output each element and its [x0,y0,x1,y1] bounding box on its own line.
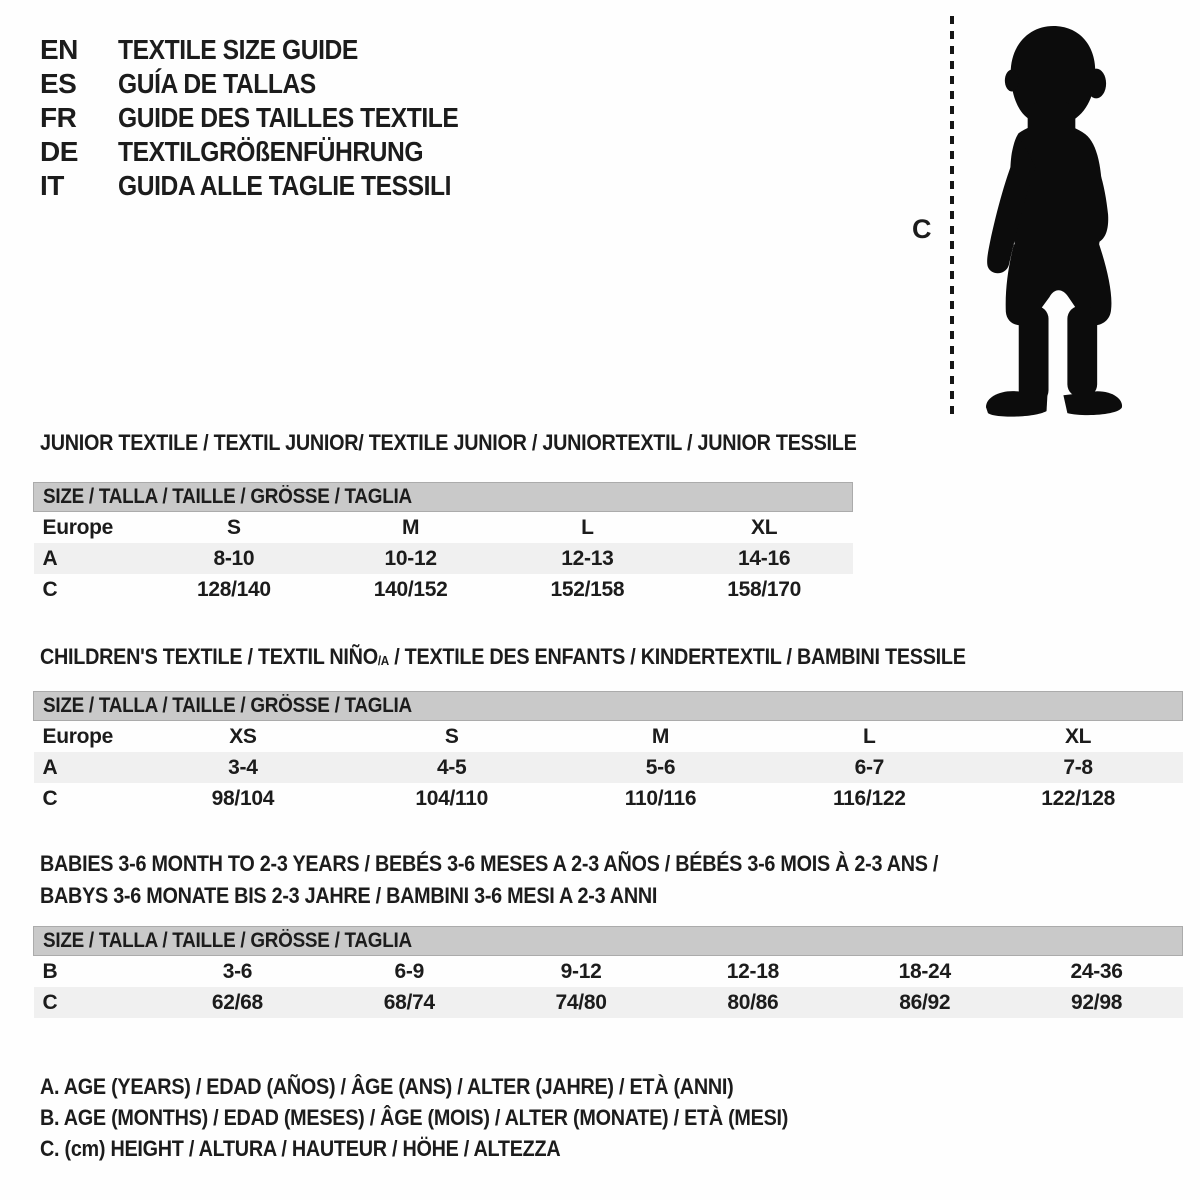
junior-section-title [40,430,947,456]
lang-row [40,135,505,169]
lang-code: EN [40,34,78,65]
value-cell: 4-5 [347,752,556,783]
col-header-cell: L [863,724,876,748]
value-cell: 86/92 [839,987,1011,1018]
value-cell: 7-8 [974,752,1183,783]
value-cell: 3-6 [222,959,253,983]
value-cell: 12-13 [499,543,676,574]
size-header-text: SIZE / TALLA / TAILLE / GRÖSSE / TAGLIA [43,485,412,508]
value-cell: 68/74 [323,987,495,1018]
size-header-bar-cell [34,483,853,512]
col-header-cell: XL [1064,724,1092,748]
value-cell: 5-6 [556,752,765,783]
size-header-text: SIZE / TALLA / TAILLE / GRÖSSE / TAGLIA [43,929,412,952]
legend-line-a: A. AGE (YEARS) / EDAD (AÑOS) / ÂGE (ANS) / ALTER (JAHRE) / ETÀ (ANNI) [40,1074,734,1099]
col-header-cell: S [227,515,241,539]
value-cell: 122/128 [1041,786,1115,810]
lang-row [40,33,505,67]
size-header-text: SIZE / TALLA / TAILLE / GRÖSSE / TAGLIA [43,694,412,717]
size-header-bar [34,927,1183,956]
value-cell: 80/86 [667,987,839,1018]
babies-title-line1: BABIES 3-6 MONTH TO 2-3 YEARS / BEBÉS 3-6 MESES A 2-3 AÑOS / BÉBÉS 3-6 MOIS À 2-3 ANS / [40,851,939,876]
children-section-title-text: CHILDREN'S TEXTILE / TEXTIL NIÑO/A / TEXTILE DES ENFANTS / KINDERTEXTIL / BAMBINI TESSILE [40,644,966,669]
value-cell: 9-12 [560,959,602,983]
value-cell: 98/104 [211,786,275,810]
row-label-cell: A [34,543,146,574]
value-cell: 12-18 [726,959,779,983]
junior-section-title-text: JUNIOR TEXTILE / TEXTIL JUNIOR/ TEXTILE JUNIOR / JUNIORTEXTIL / JUNIOR TESSILE [40,430,857,455]
value-cell: 24-36 [1070,959,1123,983]
value-cell: 110/116 [624,786,697,810]
row-label-cell: Europe [42,724,114,748]
column-header-row [34,721,1183,753]
col-header-cell: S [444,724,459,748]
value-cell: 128/140 [196,577,271,601]
size-header-bar [34,692,1183,721]
lang-code: FR [40,102,77,133]
lang-code: IT [40,170,64,201]
toddler-silhouette-icon [962,18,1140,425]
table-row-months [34,956,1183,988]
height-measure-dashed-line [950,16,954,416]
value-cell: 74/80 [495,987,667,1018]
lang-label: TEXTILE SIZE GUIDE [118,34,358,65]
value-cell: 104/110 [415,786,489,810]
lang-row [40,169,505,203]
lang-row [40,101,505,135]
babies-title-line2: BABYS 3-6 MONATE BIS 2-3 JAHRE / BAMBINI 3-6 MESI A 2-3 ANNI [40,883,658,908]
value-cell: 10-12 [322,543,499,574]
lang-code: ES [40,68,77,99]
col-header-cell: XL [751,515,778,539]
table-row-age [34,543,853,574]
col-header-cell: M [651,724,670,748]
table-row-age [34,752,1183,783]
legend [40,1071,871,1164]
value-cell: 92/98 [1011,987,1183,1018]
value-cell: 62/68 [152,987,324,1018]
table-row-height [34,574,853,605]
lang-code: DE [40,136,78,167]
size-header-bar-cell [34,692,1183,721]
col-header-cell: L [581,515,594,539]
row-label-cell: C [34,987,152,1018]
row-label-cell: C [42,786,58,810]
lang-label: TEXTILGRÖßENFÜHRUNG [118,136,424,167]
col-header-cell: XS [229,724,257,748]
column-header-row [34,512,853,544]
col-header-cell: M [402,515,420,539]
table-row-height [34,987,1183,1018]
value-cell: 14-16 [676,543,853,574]
lang-label: GUIDA ALLE TAGLIE TESSILI [118,170,452,201]
value-cell: 18-24 [898,959,951,983]
value-cell: 158/170 [727,577,802,601]
value-cell: 8-10 [146,543,323,574]
row-label-cell: C [42,577,58,601]
size-header-bar-cell [34,927,1183,956]
value-cell: 6-7 [765,752,974,783]
children-size-table [33,691,1183,814]
children-section-title [40,644,1068,670]
babies-size-table [33,926,1183,1018]
junior-size-table [33,482,853,605]
value-cell: 3-4 [139,752,348,783]
babies-section-title [40,848,1038,912]
row-label-cell: A [34,752,139,783]
size-header-bar [34,483,853,512]
legend-line-b: B. AGE (MONTHS) / EDAD (MESES) / ÂGE (MOIS) / ALTER (MONATE) / ETÀ (MESI) [40,1105,789,1130]
lang-label: GUÍA DE TALLAS [118,68,316,99]
row-label-cell: Europe [42,515,114,539]
legend-line-c: C. (cm) HEIGHT / ALTURA / HAUTEUR / HÖHE / ALTEZZA [40,1136,561,1161]
row-label-cell: B [42,959,58,983]
nino-a-small-text: /A [377,653,389,668]
height-measure-label: C [912,214,932,244]
lang-row [40,67,505,101]
language-title-list [40,33,505,203]
table-row-height [34,783,1183,814]
value-cell: 6-9 [394,959,424,983]
value-cell: 152/158 [550,577,625,601]
value-cell: 116/122 [832,786,906,810]
lang-label: GUIDE DES TAILLES TEXTILE [118,102,459,133]
value-cell: 140/152 [373,577,448,601]
